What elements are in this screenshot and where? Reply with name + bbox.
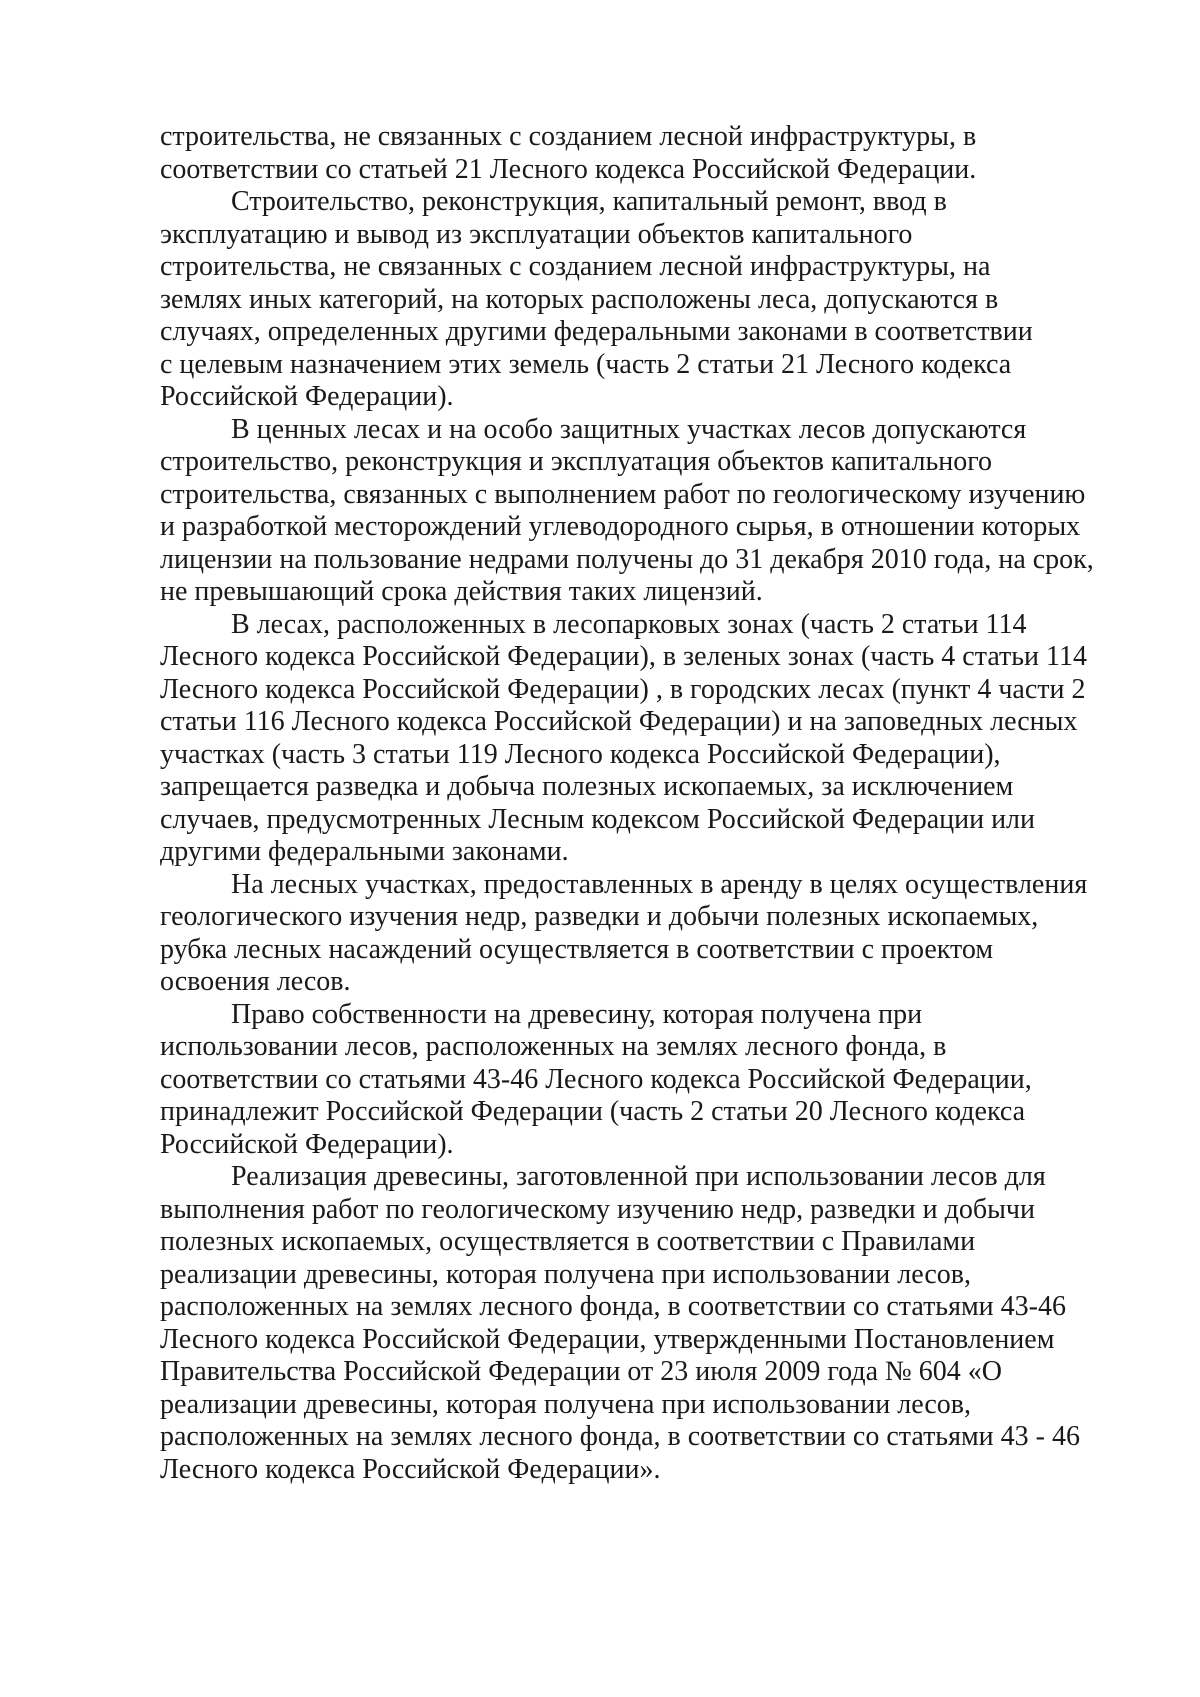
text-line: Лесного кодекса Российской Федерации), в зеленых зонах (часть 4 статьи 114 bbox=[160, 641, 1087, 672]
paragraph-6 bbox=[160, 999, 1110, 1162]
text-line: освоения лесов. bbox=[160, 966, 351, 997]
text-line: не превышающий срока действия таких лицензий. bbox=[160, 576, 763, 607]
paragraph-1 bbox=[160, 121, 1110, 186]
text-line: Лесного кодекса Российской Федерации) , в городских лесах (пункт 4 части 2 bbox=[160, 673, 1086, 705]
text-line: Российской Федерации). bbox=[160, 381, 454, 412]
text-line: соответствии со статьей 21 Лесного кодекса Российской Федерации. bbox=[160, 153, 977, 185]
text-line: другими федеральными законами. bbox=[160, 836, 569, 867]
text-line: реализации древесины, которая получена при использовании лесов, bbox=[160, 1258, 972, 1290]
paragraph-2 bbox=[160, 186, 1110, 414]
text-line: Российской Федерации). bbox=[160, 1128, 454, 1160]
paragraph-5 bbox=[160, 869, 1110, 999]
text-line: землях иных категорий, на которых расположены леса, допускаются в bbox=[160, 283, 999, 315]
text-line: Строительство, реконструкция, капитальный ремонт, ввод в bbox=[231, 186, 947, 217]
text-line: статьи 116 Лесного кодекса Российской Федерации) и на заповедных лесных bbox=[160, 706, 1078, 737]
text-line: расположенных на землях лесного фонда, в соответствии со статьями 43 - 46 bbox=[160, 1421, 1080, 1452]
text-line: случаях, определенных другими федеральными законами в соответствии bbox=[160, 316, 1033, 347]
text-line: В лесах, расположенных в лесопарковых зонах (часть 2 статьи 114 bbox=[231, 608, 1027, 640]
text-line: Лесного кодекса Российской Федерации». bbox=[160, 1453, 661, 1485]
text-line: геологического изучения недр, разведки и добычи полезных ископаемых, bbox=[160, 901, 1039, 932]
text-line: запрещается разведка и добыча полезных ископаемых, за исключением bbox=[160, 771, 1014, 802]
document-page bbox=[160, 121, 1110, 1486]
text-line: участках (часть 3 статьи 119 Лесного кодекса Российской Федерации), bbox=[160, 738, 1001, 770]
text-line: Реализация древесины, заготовленной при использовании лесов для bbox=[231, 1161, 1046, 1192]
text-line: с целевым назначением этих земель (часть 2 статьи 21 Лесного кодекса bbox=[160, 348, 1012, 380]
text-line: строительства, не связанных с созданием лесной инфраструктуры, в bbox=[160, 121, 977, 152]
text-line: Правительства Российской Федерации от 23 июля 2009 года № 604 «О bbox=[160, 1356, 1002, 1387]
paragraph-4 bbox=[160, 609, 1110, 869]
text-line: строительства, связанных с выполнением работ по геологическому изучению bbox=[160, 478, 1086, 510]
text-line: Лесного кодекса Российской Федерации, утвержденными Постановлением bbox=[160, 1323, 1055, 1355]
text-line: случаев, предусмотренных Лесным кодексом Российской Федерации или bbox=[160, 803, 1036, 835]
text-line: реализации древесины, которая получена при использовании лесов, bbox=[160, 1388, 972, 1420]
text-line: соответствии со статьями 43-46 Лесного кодекса Российской Федерации, bbox=[160, 1063, 1032, 1095]
text-line: Право собственности на древесину, которая получена при bbox=[231, 998, 923, 1030]
text-line: рубка лесных насаждений осуществляется в соответствии с проектом bbox=[160, 933, 994, 965]
text-line: строительства, не связанных с созданием лесной инфраструктуры, на bbox=[160, 251, 991, 282]
paragraph-7 bbox=[160, 1161, 1110, 1486]
text-line: В ценных лесах и на особо защитных участках лесов допускаются bbox=[231, 413, 1027, 445]
text-line: строительство, реконструкция и эксплуатация объектов капитального bbox=[160, 446, 993, 477]
text-line: полезных ископаемых, осуществляется в соответствии с Правилами bbox=[160, 1226, 976, 1257]
text-line: и разработкой месторождений углеводородного сырья, в отношении которых bbox=[160, 511, 1081, 542]
text-line: лицензии на пользование недрами получены до 31 декабря 2010 года, на срок, bbox=[160, 543, 1094, 575]
text-line: эксплуатацию и вывод из эксплуатации объектов капитального bbox=[160, 218, 913, 250]
text-line: расположенных на землях лесного фонда, в соответствии со статьями 43-46 bbox=[160, 1291, 1066, 1322]
paragraph-3 bbox=[160, 414, 1110, 609]
text-line: На лесных участках, предоставленных в аренду в целях осуществления bbox=[231, 868, 1088, 900]
text-line: использовании лесов, расположенных на землях лесного фонда, в bbox=[160, 1031, 947, 1062]
text-line: выполнения работ по геологическому изучению недр, разведки и добычи bbox=[160, 1193, 1035, 1225]
text-line: принадлежит Российской Федерации (часть 2 статьи 20 Лесного кодекса bbox=[160, 1096, 1026, 1127]
